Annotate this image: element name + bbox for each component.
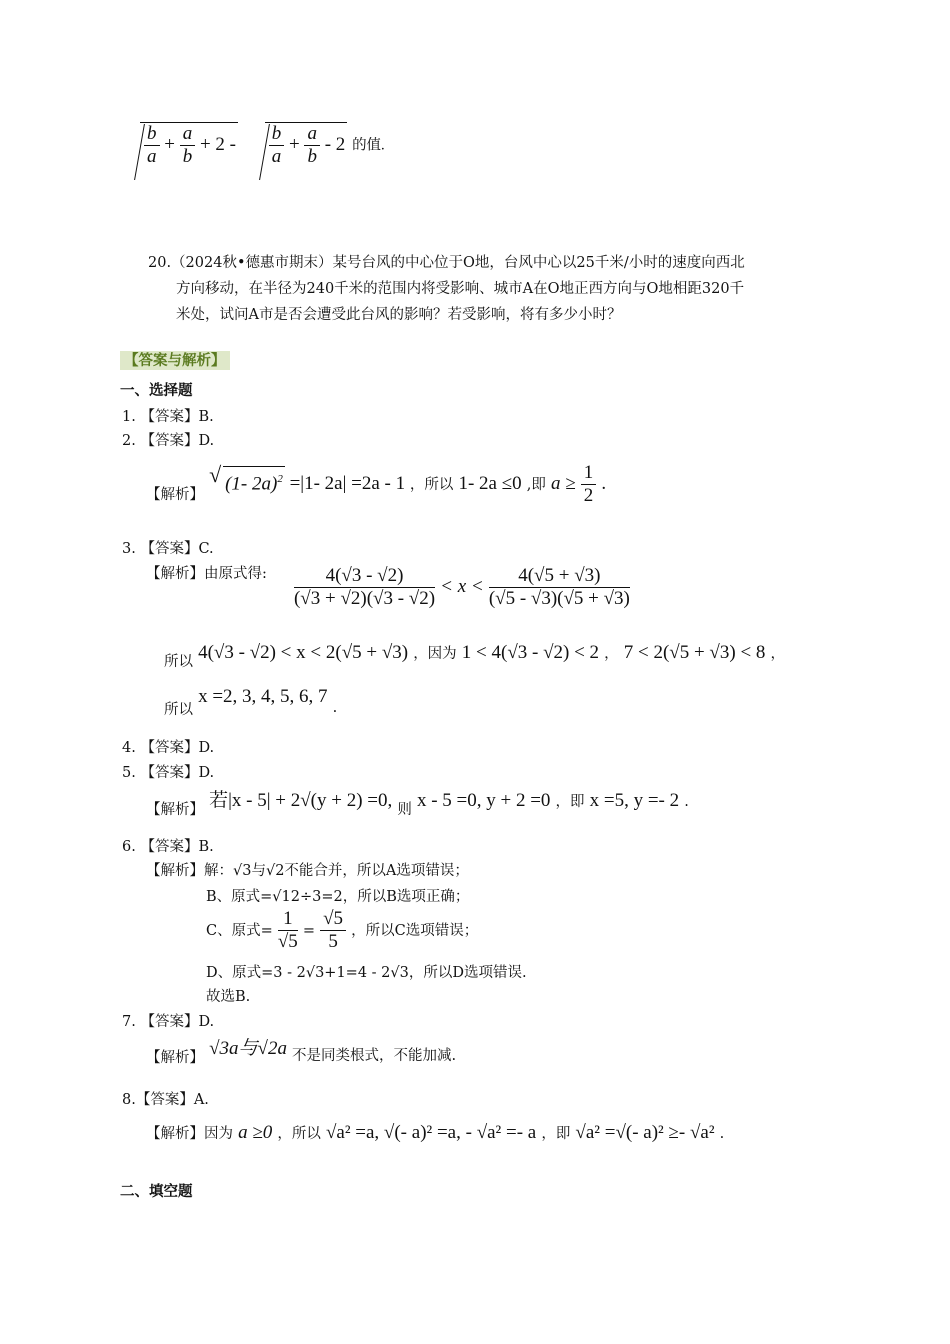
radical-1: $\frac{b}{a}$ + $\frac{a}{b}$ + 2 - [124,122,238,168]
fraction: $\frac{b}{a}$ [144,123,160,168]
analysis-5: 【解析】 若|x - 5| + 2√(y + 2) =0, 则 x - 5 =0, y + 2 =0 ，即 x =5, y =- 2 . [146,790,689,818]
fraction: $\frac{√5}{5}$ [320,908,346,953]
fraction-one-half: $\frac{1}{2}$ [581,462,597,507]
section-title-choice: 一、选择题 [120,382,193,399]
answer-1: 1. 【答案】B. [122,409,214,425]
fraction: $\frac{1}{√5}$ [277,908,298,952]
analysis-8: 【解析】因为 a ≥0 ，所以 √a² =a, √(- a)² =a, - √a² =- a ，即 √a² =√(- a)² ≥- √a² . [146,1122,725,1143]
answer-8: 8.【答案】A. [122,1092,209,1108]
fraction: $\frac{b}{a}$ [269,123,285,168]
analysis-6-line4: D、原式=3 - 2√3+1=4 - 2√3，所以D选项错误. [206,965,527,981]
analysis-6-line2: B、原式=√12÷3=2，所以B选项正确； [206,889,470,905]
analysis-6-line3: C、原式= $\frac{1}{√5}$ = $\frac{√5}{5}$ ，所以C选项错误； [206,908,479,952]
analysis-3-line3: 所以 x =2, 3, 4, 5, 6, 7 . [164,686,338,718]
answer-3: 3. 【答案】C. [122,541,214,557]
question-20-line1: 20.（2024秋•德惠市期末）某号台风的中心位于O地，台风中心以25千米/小时的速度向西北 [148,255,745,271]
answer-6: 6. 【答案】B. [122,839,214,855]
analysis-3-line2: 所以 4(√3 - √2) < x < 2(√5 + √3) ，因为 1 < 4(√3 - √2) < 2 ， 7 < 2(√5 + √3) < 8 ， [164,642,785,670]
answer-5: 5. 【答案】D. [122,765,215,781]
section-title-fill: 二、填空题 [120,1183,193,1200]
fraction: $\frac{a}{b}$ [304,123,320,168]
sqrt-expression: √ (1- 2a)$^2$ =|1- 2a| =2a - 1 [209,473,410,494]
answer-7: 7. 【答案】D. [122,1014,215,1030]
fraction-left: $\frac{4(√3 - √2)}{(√3 + √2)(√3 - √2)}$ [293,565,436,609]
analysis-2: 【解析】 √ (1- 2a)$^2$ =|1- 2a| =2a - 1 ，所以 1- 2a ≤0 ,即 a ≥ $\frac{1}{2}$ . [146,462,606,506]
analysis-6-line1: 【解析】解：√3与√2不能合并，所以A选项错误； [146,863,469,879]
analysis-7: 【解析】 √3a与√2a 不是同类根式，不能加减. [146,1038,457,1066]
fraction: $\frac{a}{b}$ [180,123,196,168]
analysis-3-line1: 【解析】由原式得: $\frac{4(√3 - √2)}{(√3 + √2)(√3 - √2)}$ < x < $\frac{4(√5 + √3)}{(√5 - √3)(√5 + √3)}$ [146,565,630,609]
answer-header: 【答案与解析】 [120,352,230,370]
top-expression: $\frac{b}{a}$ + $\frac{a}{b}$ + 2 - $\frac{b}{a}$ + $\frac{a}{b}$ - 2 的值. [124,122,385,168]
radical-2: $\frac{b}{a}$ + $\frac{a}{b}$ - 2 [249,122,348,168]
question-20-line3: 米处，试问A市是否会遭受此台风的影响？若受影响，将有多少小时？ [176,307,622,323]
question-20-line2: 方向移动，在半径为240千米的范围内将受影响、城市A在O地正西方向与O地相距320千 [176,281,745,297]
analysis-6-line5: 故选B. [206,989,251,1005]
answer-4: 4. 【答案】D. [122,740,215,756]
fraction-right: $\frac{4(√5 + √3)}{(√5 - √3)(√5 + √3)}$ [488,565,630,609]
answer-2: 2. 【答案】D. [122,433,215,449]
